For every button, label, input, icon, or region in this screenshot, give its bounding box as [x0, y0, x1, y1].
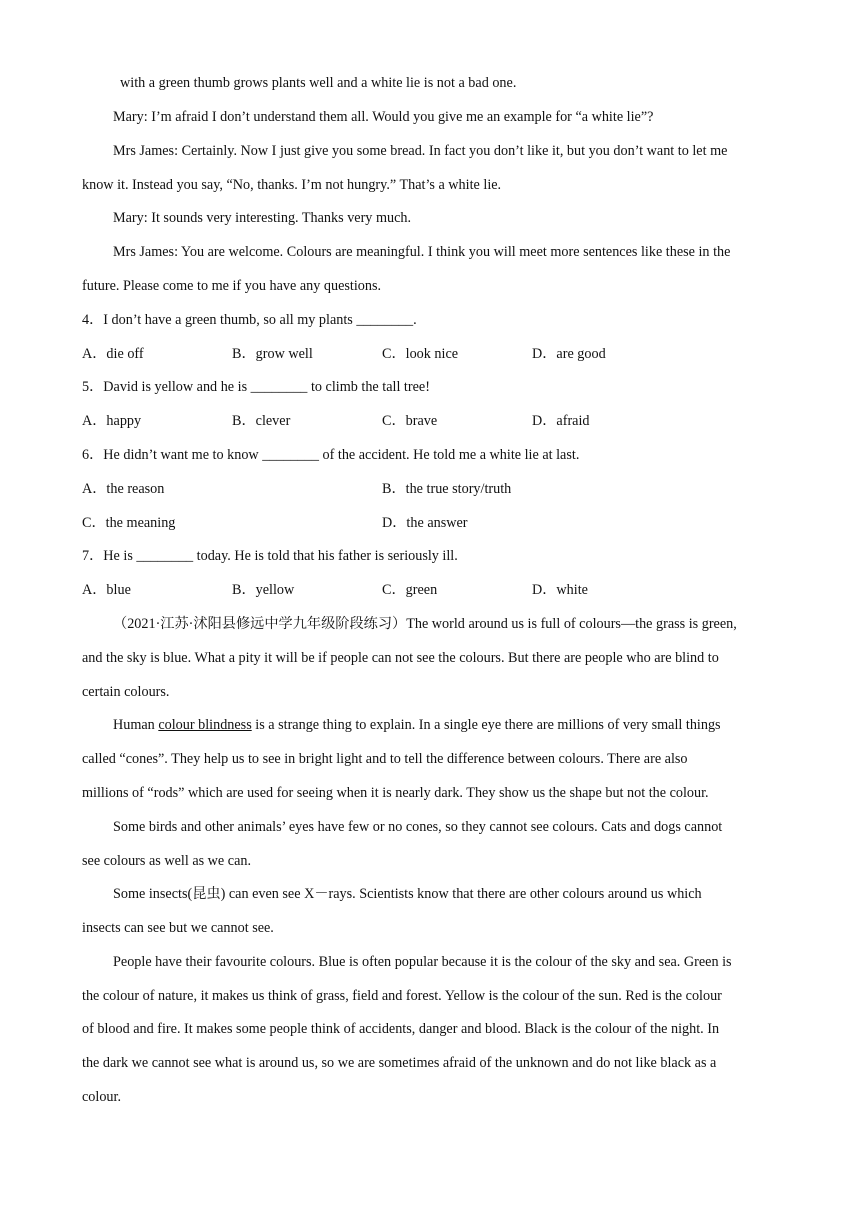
question-7-option-c: C．green: [382, 582, 438, 598]
dialogue-mary-2: Mary: It sounds very interesting. Thanks very much.: [113, 210, 412, 226]
passage-b-p5-end: colour.: [82, 1089, 122, 1105]
passage-b-p4-end: insects can see but we cannot see.: [82, 920, 274, 936]
passage-b-p5-line2: the colour of nature, it makes us think of grass, field and forest. Yellow is the colour of the sun. Red is the colour: [82, 988, 722, 1004]
dialogue-james-1-cont: know it. Instead you say, “No, thanks. I’m not hungry.” That’s a white lie.: [82, 177, 502, 193]
passage-b-p1: （2021·江苏·沭阳县修远中学九年级阶段练习）The world around us is full of colours—the grass is green,: [113, 616, 737, 632]
passage-b-p3-end: see colours as well as we can.: [82, 853, 252, 869]
question-5-stem: 5．David is yellow and he is ________ to climb the tall tree!: [82, 379, 430, 395]
text-segment: Human: [113, 717, 159, 733]
passage-b-p5-line3: of blood and fire. It makes some people think of accidents, danger and blood. Black is the colour of the night. In: [82, 1021, 720, 1037]
passage-b-p1-end: certain colours.: [82, 684, 170, 700]
passage-b-p5-line4: the dark we cannot see what is around us, so we are sometimes afraid of the unknown and do not like black as a: [82, 1055, 717, 1071]
passage-line: with a green thumb grows plants well and a white lie is not a bad one.: [120, 75, 517, 91]
question-6-option-a: A．the reason: [82, 481, 165, 497]
passage-b-p2-end: millions of “rods” which are used for seeing when it is nearly dark. They show us the shape but not the colour.: [82, 785, 709, 801]
passage-b-p3: Some birds and other animals’ eyes have few or no cones, so they cannot see colours. Cats and dogs cannot: [113, 819, 723, 835]
question-6-option-b: B．the true story/truth: [382, 481, 512, 497]
question-4-stem: 4．I don’t have a green thumb, so all my plants ________.: [82, 312, 417, 328]
question-5-option-b: B．clever: [232, 413, 291, 429]
question-6-option-c: C．the meaning: [82, 515, 176, 531]
question-5-option-c: C．brave: [382, 413, 438, 429]
passage-b-p1-cont: and the sky is blue. What a pity it will be if people can not see the colours. But there are people who are blind to: [82, 650, 719, 666]
question-7-option-a: A．blue: [82, 582, 131, 598]
passage-b-p2: [113, 715, 721, 735]
question-4-option-c: C．look nice: [382, 346, 459, 362]
text-segment: is a strange thing to explain. In a single eye there are millions of very small things: [251, 717, 721, 733]
underlined-term: colour blindness: [158, 717, 252, 733]
dialogue-mary-1: Mary: I’m afraid I don’t understand them all. Would you give me an example for “a white lie”?: [113, 109, 654, 125]
question-7-stem: 7．He is ________ today. He is told that his father is seriously ill.: [82, 548, 458, 564]
dialogue-james-2-cont: future. Please come to me if you have any questions.: [82, 278, 382, 294]
question-7-option-b: B．yellow: [232, 582, 295, 598]
question-6-stem: 6．He didn’t want me to know ________ of the accident. He told me a white lie at last.: [82, 447, 580, 463]
passage-b-p5: People have their favourite colours. Blue is often popular because it is the colour of the sky and sea. Green is: [113, 954, 732, 970]
question-4-option-b: B．grow well: [232, 346, 313, 362]
question-4-option-a: A．die off: [82, 346, 144, 362]
question-4-option-d: D．are good: [532, 346, 606, 362]
question-5-option-d: D．afraid: [532, 413, 590, 429]
dialogue-james-2: Mrs James: You are welcome. Colours are meaningful. I think you will meet more sentences like these in the: [113, 244, 731, 260]
passage-b-p4: Some insects(昆虫) can even see X－rays. Scientists know that there are other colours around us which: [113, 886, 702, 902]
question-5-option-a: A．happy: [82, 413, 142, 429]
question-7-option-d: D．white: [532, 582, 588, 598]
dialogue-james-1: Mrs James: Certainly. Now I just give you some bread. In fact you don’t like it, but you don’t want to let me: [113, 143, 728, 159]
question-6-option-d: D．the answer: [382, 515, 468, 531]
passage-b-p2-cont: called “cones”. They help us to see in bright light and to tell the difference between colours. There are also: [82, 751, 688, 767]
